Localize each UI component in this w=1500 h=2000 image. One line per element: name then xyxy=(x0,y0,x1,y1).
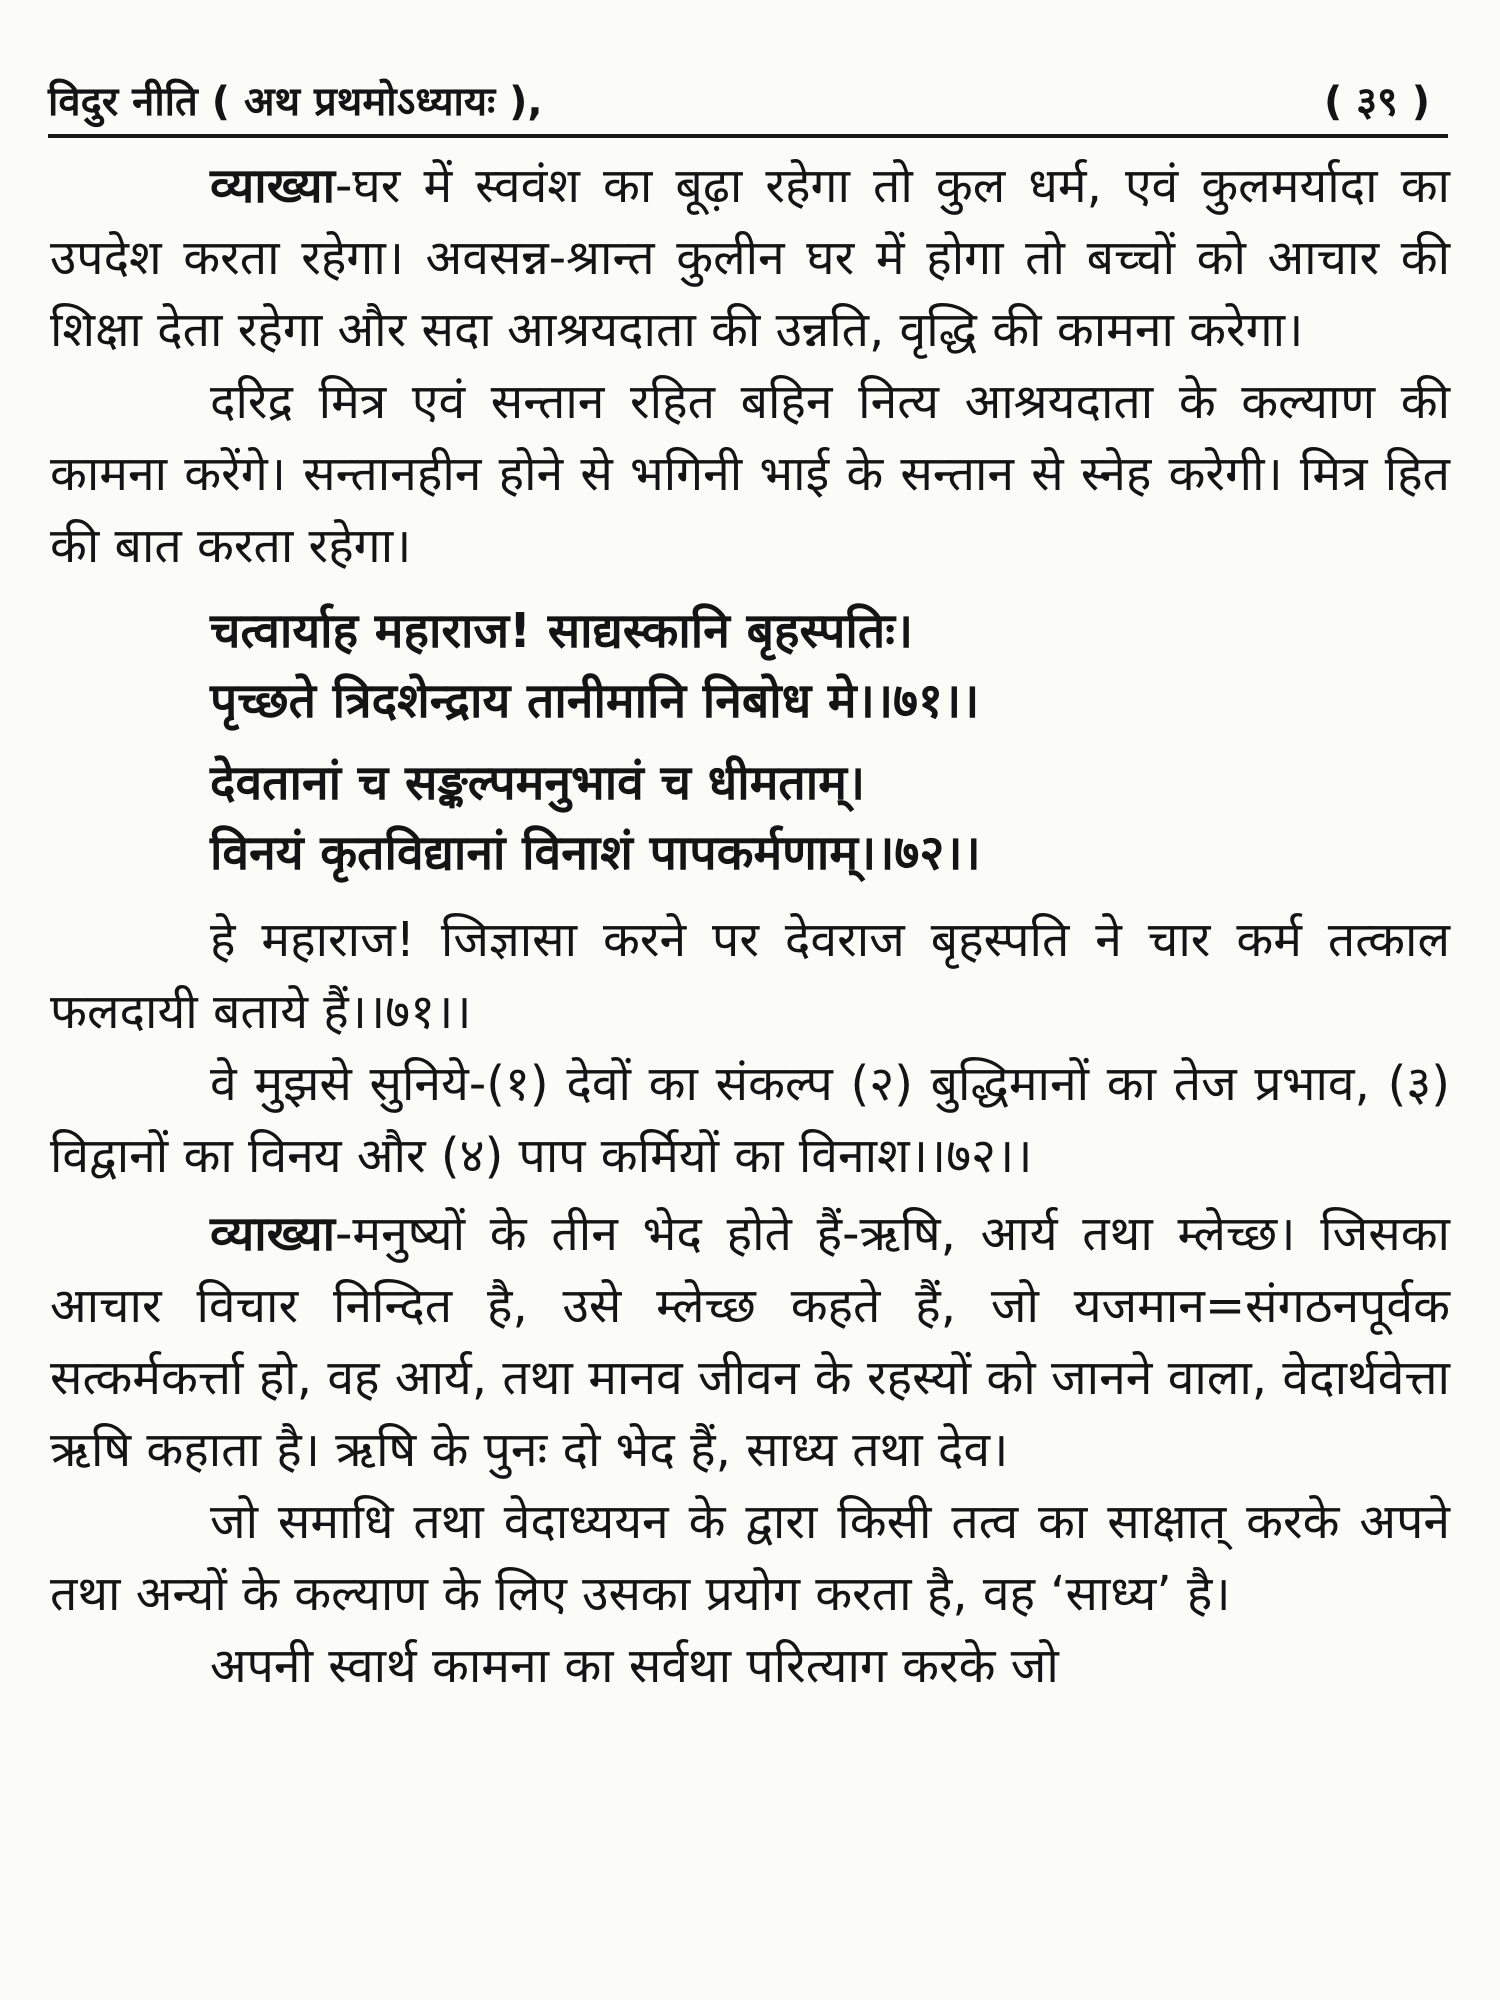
page-header xyxy=(48,66,1448,138)
commentary-label: व्याख्या xyxy=(210,158,336,214)
sanskrit-verse xyxy=(210,596,1450,888)
paragraph-2: दरिद्र मित्र एवं सन्तान रहित बहिन नित्य आश्रयदाता के कल्याण की कामना करेंगे। सन्तानहीन होने से भगिनी भाई के सन्तान से स्नेह करेगी। मित्र हित की बात करता रहेगा। xyxy=(50,374,1450,574)
verse-line-4: विनयं कृतविद्यानां विनाशं पापकर्मणाम्।।७२।। xyxy=(210,825,981,881)
commentary-paragraph-2 xyxy=(50,1198,1450,1486)
verse-line-2: पृच्छते त्रिदशेन्द्राय तानीमानि निबोध मे।।७१।। xyxy=(210,673,980,729)
translation-paragraph-2: वे मुझसे सुनिये-(१) देवों का संकल्प (२) बुद्धिमानों का तेज प्रभाव, (३) विद्वानों का विनय और (४) पाप कर्मियों का विनाश।।७२।। xyxy=(50,1056,1450,1184)
running-title: विदुर नीति ( अथ प्रथमोऽध्यायः ), xyxy=(48,79,543,125)
paragraph-6: जो समाधि तथा वेदाध्ययन के द्वारा किसी तत्व का साक्षात् करके अपने तथा अन्यों के कल्याण के लिए उसका प्रयोग करता है, वह ‘साध्य’ है। xyxy=(50,1494,1450,1622)
translation-paragraph-1: हे महाराज! जिज्ञासा करने पर देवराज बृहस्पति ने चार कर्म तत्काल फलदायी बताये हैं।।७१।। xyxy=(50,912,1450,1040)
verse-line-3: देवतानां च सङ्कल्पमनुभावं च धीमताम्। xyxy=(210,755,866,811)
page-number: ( ३९ ) xyxy=(1323,79,1430,125)
commentary-text: -घर में स्ववंश का बूढ़ा रहेगा तो कुल धर्म, एवं कुलमर्यादा का उपदेश करता रहेगा। अवसन्न-श्रान्त कुलीन घर में होगा तो बच्चों को आचार की शिक्षा देता रहेगा और सदा आश्रयदाता की उन्नति, वृद्धि की कामना करेगा। xyxy=(50,158,1450,358)
page-body xyxy=(50,150,1450,1702)
verse-line-1: चत्वार्याह महाराज! साद्यस्कानि बृहस्पतिः। xyxy=(210,603,914,659)
commentary-label: व्याख्या xyxy=(210,1206,336,1262)
paragraph-7: अपनी स्वार्थ कामना का सर्वथा परित्याग करके जो xyxy=(210,1638,1059,1694)
commentary-text: -मनुष्यों के तीन भेद होते हैं-ऋषि, आर्य तथा म्लेच्छ। जिसका आचार विचार निन्दित है, उसे म्लेच्छ कहते हैं, जो यजमान=संगठनपूर्वक सत्कर्मकर्त्ता हो, वह आर्य, तथा मानव जीवन के रहस्यों को जानने वाला, वेदार्थवेत्ता ऋषि कहाता है। ऋषि के पुनः दो भेद हैं, साध्य तथा देव। xyxy=(50,1206,1450,1478)
commentary-paragraph-1 xyxy=(50,150,1450,366)
